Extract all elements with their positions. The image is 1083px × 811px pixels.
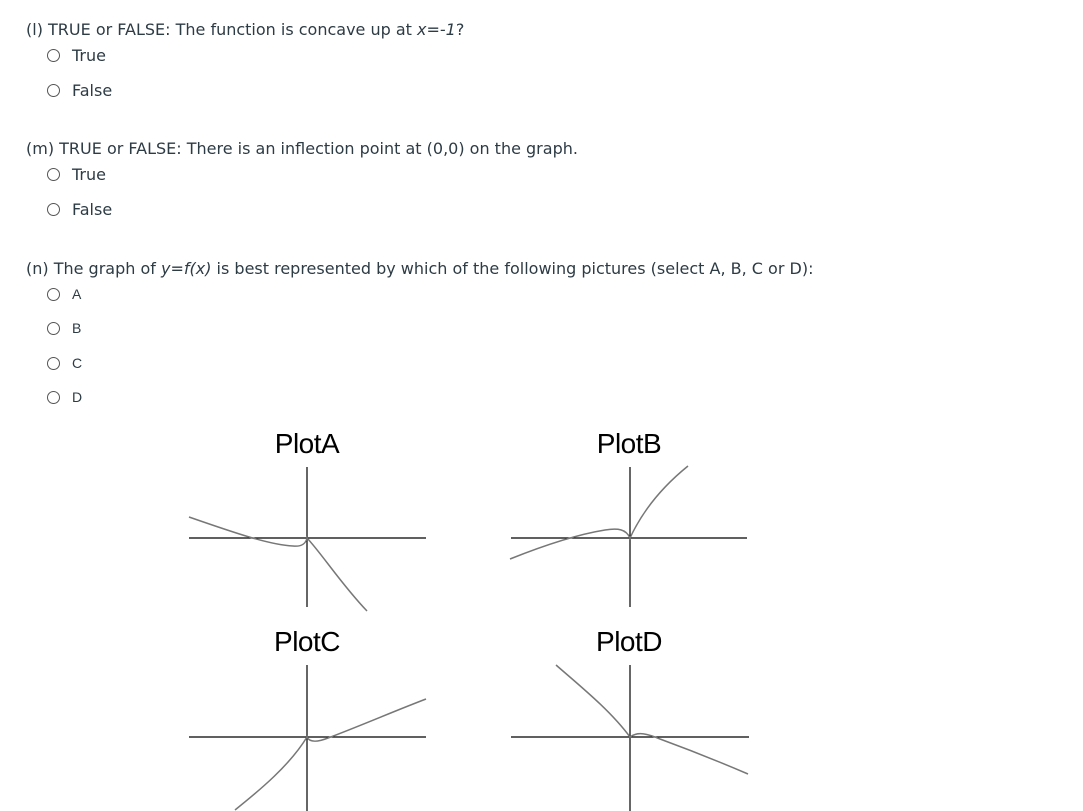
plot-c-graph: [189, 665, 426, 811]
option-label: C: [72, 355, 83, 371]
option-label: True: [72, 45, 106, 65]
option-label: False: [72, 199, 113, 219]
plot-d-graph: [511, 665, 749, 811]
option-label: B: [72, 320, 82, 336]
question-l-prefix: (l) TRUE or FALSE: The function is concave up at: [26, 20, 418, 39]
plot-c-title: PlotC: [274, 626, 340, 657]
question-l-variable: x=-1: [417, 20, 456, 39]
plot-a-curve: [189, 517, 367, 611]
plot-b-title: PlotB: [596, 428, 662, 459]
question-n-variable: y=f(x): [160, 259, 212, 278]
option-label: True: [72, 164, 106, 184]
plot-b-graph: [510, 466, 747, 607]
option-label: False: [72, 80, 113, 100]
plot-a-graph: [189, 467, 426, 611]
plot-c-curve: [235, 699, 426, 810]
option-label: D: [72, 389, 83, 405]
option-label: A: [72, 286, 82, 302]
question-m-text: (m) TRUE or FALSE: There is an inflection point at (0,0) on the graph.: [26, 139, 578, 158]
plot-d-curve: [556, 665, 748, 774]
plot-a-title: PlotA: [274, 428, 340, 459]
plot-b-curve: [510, 466, 688, 559]
question-n-suffix: is best represented by which of the following pictures (select A, B, C or D):: [211, 259, 814, 278]
plot-d-title: PlotD: [596, 626, 662, 657]
question-l-suffix: ?: [455, 20, 465, 39]
question-n-prefix: (n) The graph of: [26, 259, 161, 278]
